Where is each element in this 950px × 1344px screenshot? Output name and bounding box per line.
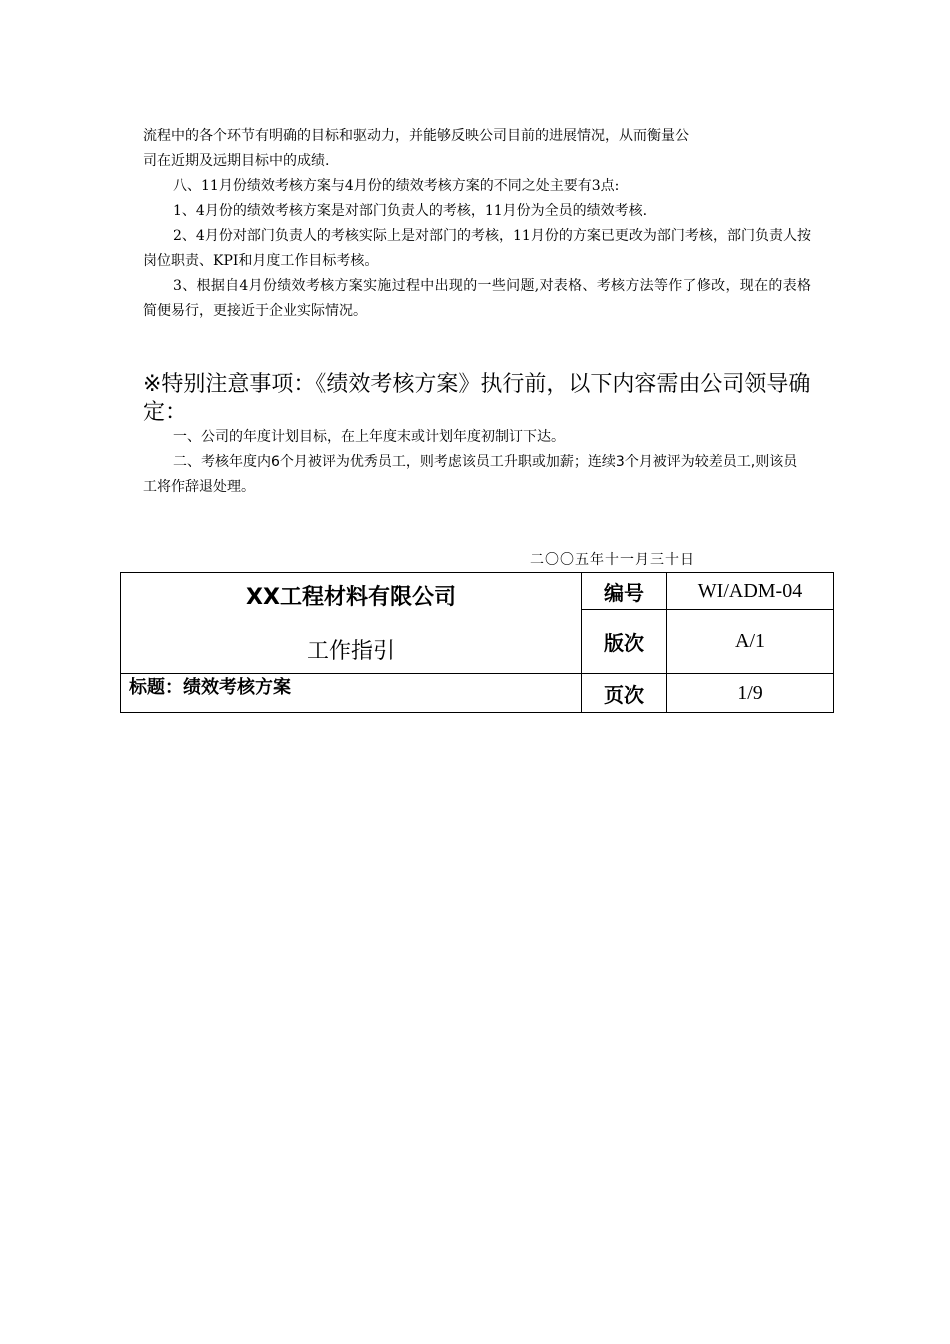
- paragraph-1-line-2: 司在近期及远期目标中的成绩.: [143, 153, 330, 169]
- notice-item-2: 二、考核年度内6个月被评为优秀员工，则考虑该员工升职或加薪；连续3个月被评为较差员工,则该员工将作辞退处理。: [143, 454, 798, 495]
- version-label: 版次: [582, 610, 667, 674]
- paragraph-1-line-1: 流程中的各个环节有明确的目标和驱动力，并能够反映公司目前的进展情况，从而衡量公: [143, 128, 689, 144]
- document-date: 二〇〇五年十一月三十日: [530, 552, 695, 568]
- paragraph-section-eight: 八、11月份绩效考核方案与4月份的绩效考核方案的不同之处主要有3点:: [173, 178, 620, 194]
- body-section: [143, 124, 811, 324]
- document-title: 标题：绩效考核方案: [121, 674, 582, 713]
- company-name: XX工程材料有限公司: [246, 585, 456, 610]
- code-label: 编号: [582, 573, 667, 610]
- document-type: 工作指引: [306, 639, 395, 664]
- page-value: 1/9: [667, 674, 834, 713]
- paragraph-point-3: 3、根据自4月份绩效考核方案实施过程中出现的一些问题,对表格、考核方法等作了修改，现在的表格简便易行，更接近于企业实际情况。: [143, 278, 811, 319]
- version-value: A/1: [667, 610, 834, 674]
- notice-item-1: 一、公司的年度计划目标，在上年度末或计划年度初制订下达。: [173, 429, 565, 445]
- notice-heading: ※特别注意事项：《绩效考核方案》执行前，以下内容需由公司领导确定：: [143, 372, 811, 425]
- company-cell: [121, 573, 582, 674]
- document-header-table: [120, 572, 834, 713]
- code-value: WI/ADM-04: [667, 573, 834, 610]
- page-label: 页次: [582, 674, 667, 713]
- paragraph-point-1: 1、4月份的绩效考核方案是对部门负责人的考核，11月份为全员的绩效考核.: [173, 203, 648, 219]
- notice-body: [143, 425, 811, 500]
- paragraph-point-2: 2、4月份对部门负责人的考核实际上是对部门的考核，11月份的方案已更改为部门考核，部门负责人按岗位职责、KPI和月度工作目标考核。: [143, 228, 811, 269]
